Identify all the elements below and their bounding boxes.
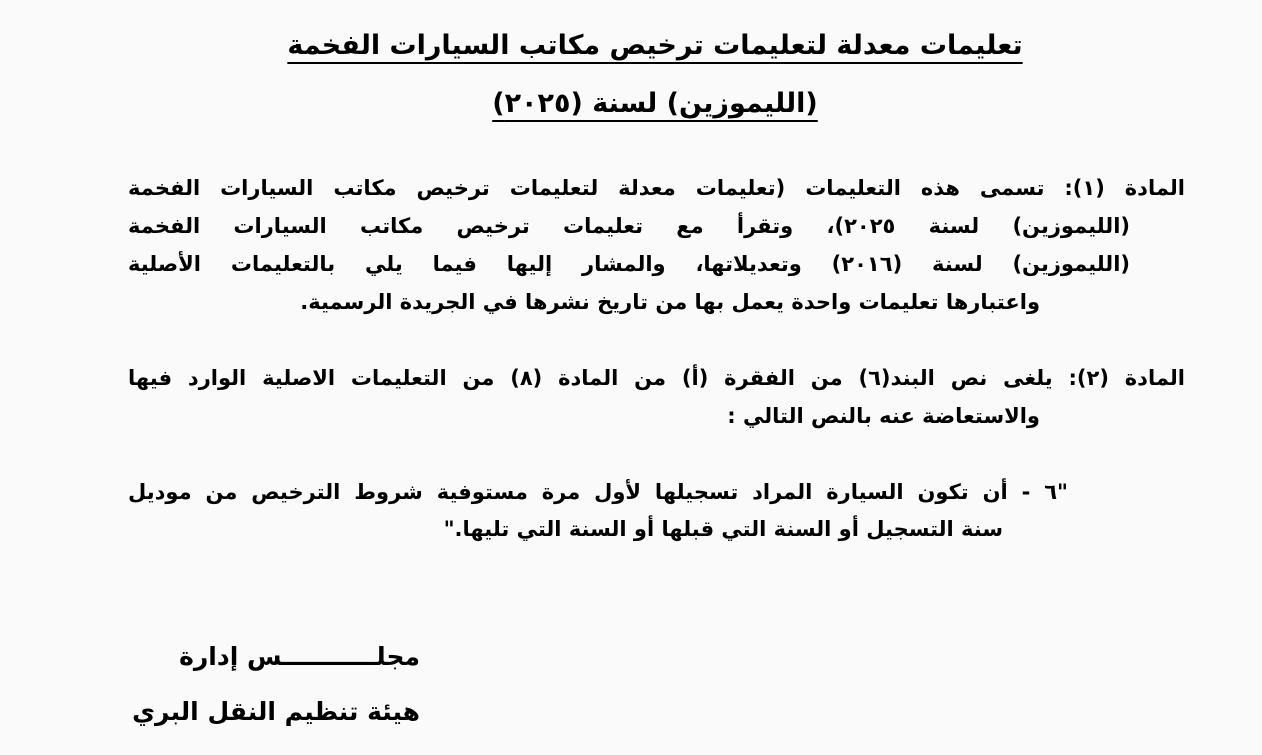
document-title: تعليمات معدلة لتعليمات ترخيص مكاتب السيارات الفخمة (287, 30, 1023, 61)
article-1-line: واعتبارها تعليمات واحدة يعمل بها من تاريخ نشرها في الجريدة الرسمية. (300, 290, 1040, 314)
article-2-line: المادة (٢): يلغى نص البند(٦) من الفقرة (أ) من المادة (٨) من التعليمات الاصلية الوارد فيها (128, 366, 1185, 390)
quote-line: سنة التسجيل أو السنة التي قبلها أو السنة التي تليها." (443, 517, 1003, 541)
article-1-line: (الليموزين) لسنة (٢٠١٦) وتعديلاتها، والمشار إليها فيما يلي بالتعليمات الأصلية (128, 252, 1130, 276)
article-1-line: (الليموزين) لسنة ٢٠٢٥)، وتقرأ مع تعليمات ترخيص مكاتب السيارات الفخمة (128, 214, 1130, 238)
document-subtitle: (الليموزين) لسنة (٢٠٢٥) (492, 88, 818, 119)
quote-line: "٦ - أن تكون السيارة المراد تسجيلها لأول مرة مستوفية شروط الترخيص من موديل (128, 480, 1068, 504)
article-1-line: المادة (١): تسمى هذه التعليمات (تعليمات معدلة لتعليمات ترخيص مكاتب السيارات الفخمة (128, 176, 1185, 200)
signature-line: مجلـــــــــــس إدارة (179, 642, 420, 671)
signature-line: هيئة تنظيم النقل البري (132, 697, 420, 726)
article-2-line: والاستعاضة عنه بالنص التالي : (727, 404, 1040, 428)
